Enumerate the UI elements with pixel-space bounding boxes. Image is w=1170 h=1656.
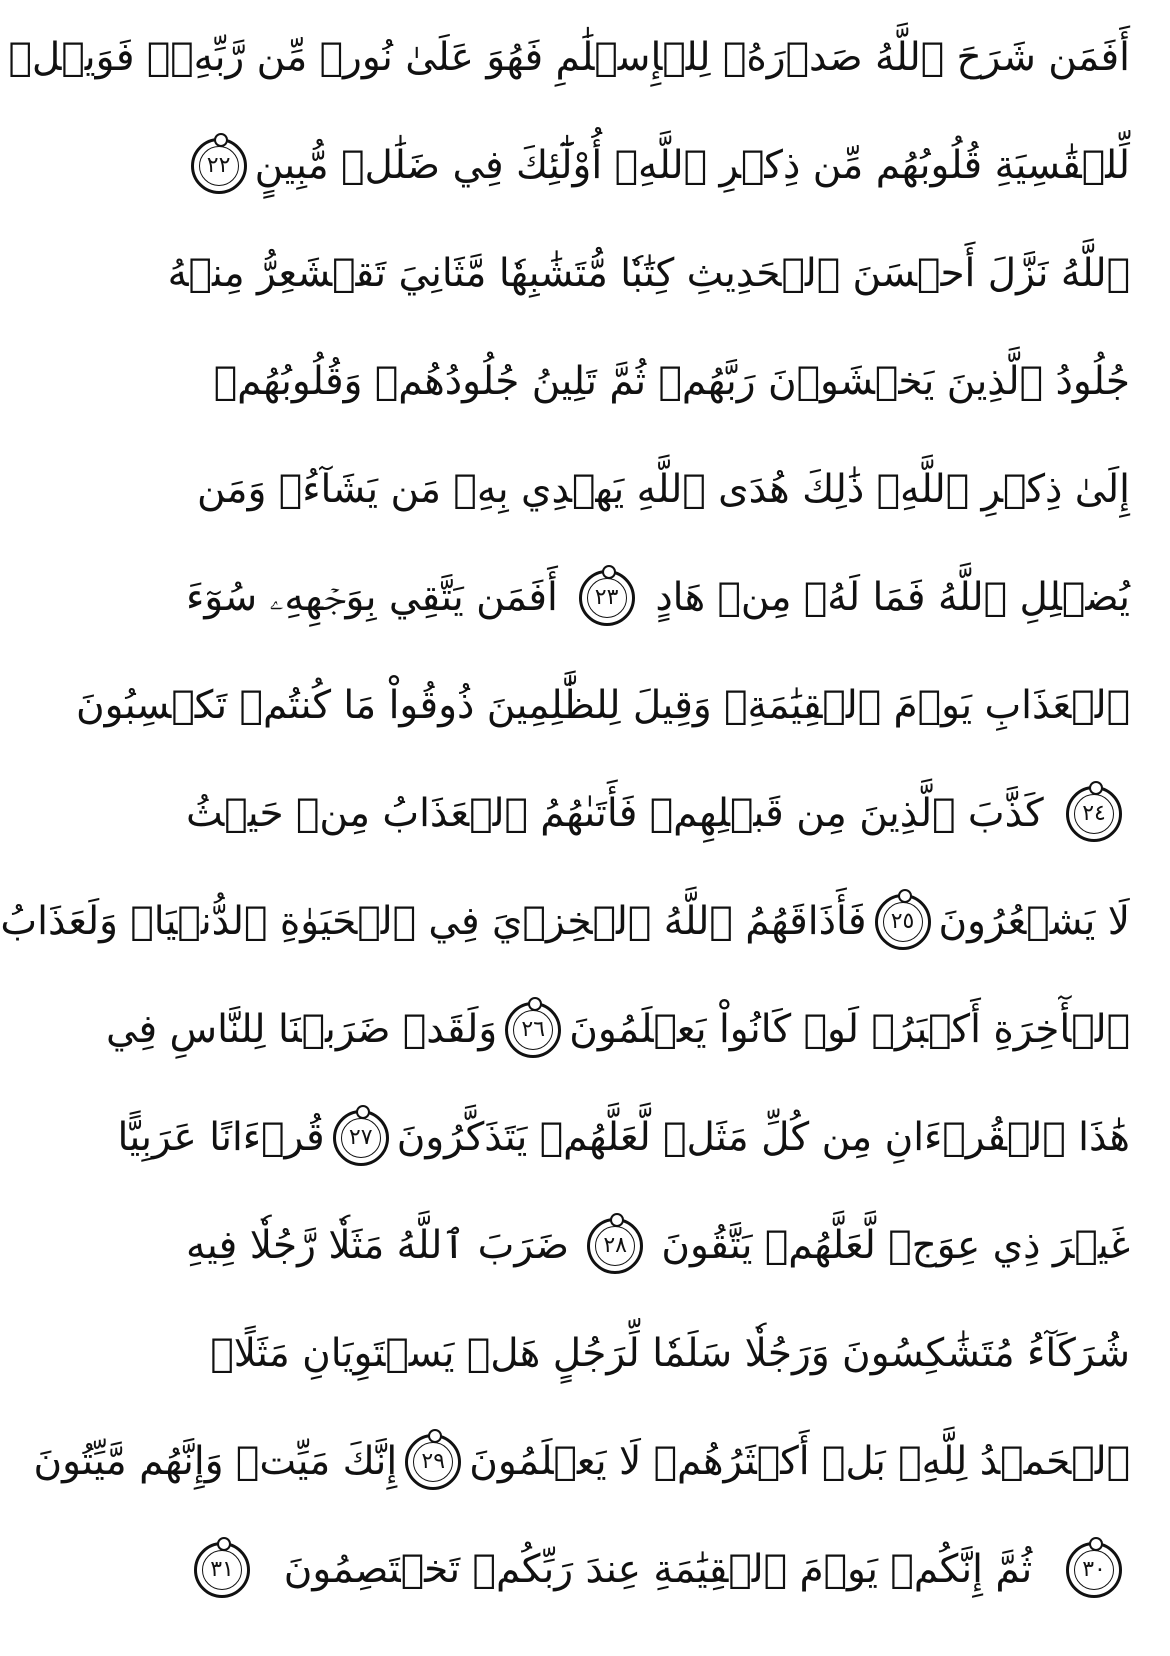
verse-text: كَذَّبَ ٱلَّذِينَ مِن قَبۡلِهِمۡ فَأَتَىٰهُمُ ٱلۡعَذَابُ مِنۡ حَيۡثُ xyxy=(186,791,1044,836)
ayah-number: ٢٣ xyxy=(594,585,619,610)
quran-line-15 xyxy=(186,1528,1130,1612)
verse-text: إِنَّكَ مَيِّتٞ وَإِنَّهُم مَّيِّتُونَ xyxy=(33,1439,398,1484)
quran-line-14 xyxy=(33,1420,1130,1504)
ayah-number-marker xyxy=(505,1002,561,1058)
ayah-number-marker xyxy=(333,1110,389,1166)
verse-text: ٱلۡأٓخِرَةِ أَكۡبَرُۚ لَوۡ كَانُواْ يَعۡلَمُونَ xyxy=(569,1007,1130,1052)
ayah-number-marker xyxy=(194,1542,250,1598)
verse-text: لِّلۡقَٰسِيَةِ قُلُوبُهُم مِّن ذِكۡرِ ٱللَّهِۚ أُوْلَٰٓئِكَ فِي ضَلَٰلٖ مُّبِينٍ xyxy=(254,143,1130,188)
verse-text: ٱللَّهُ نَزَّلَ أَحۡسَنَ ٱلۡحَدِيثِ كِتَٰبٗا مُّتَشَٰبِهٗا مَّثَانِيَ تَقۡشَعِرُّ مِنۡهُ xyxy=(167,251,1130,296)
quran-line-7 xyxy=(76,664,1130,748)
ayah-number: ٢٩ xyxy=(421,1449,446,1474)
verse-text: ثُمَّ إِنَّكُمۡ يَوۡمَ ٱلۡقِيَٰمَةِ عِندَ رَبِّكُمۡ تَخۡتَصِمُونَ xyxy=(283,1547,1033,1592)
quran-line-4 xyxy=(186,340,1130,424)
quran-line-1 xyxy=(8,16,1130,100)
verse-text: قُرۡءَانًا عَرَبِيًّا xyxy=(117,1115,325,1160)
verse-text: غَيۡرَ ذِي عِوَجٖ لَّعَلَّهُمۡ يَتَّقُونَ xyxy=(661,1223,1130,1268)
quran-line-9 xyxy=(0,880,1130,964)
verse-text: هَٰذَا ٱلۡقُرۡءَانِ مِن كُلِّ مَثَلٖ لَّعَلَّهُمۡ يَتَذَكَّرُونَ xyxy=(396,1115,1130,1160)
verse-text: ضَرَبَ ٱللَّهُ مَثَلٗا رَّجُلٗا فِيهِ xyxy=(186,1223,569,1268)
quran-line-11 xyxy=(117,1096,1130,1180)
verse-text: لَا يَشۡعُرُونَ xyxy=(938,899,1130,944)
verse-text: وَلَقَدۡ ضَرَبۡنَا لِلنَّاسِ فِي xyxy=(105,1007,498,1052)
ayah-number: ٢٧ xyxy=(348,1125,373,1150)
ayah-number: ٢٥ xyxy=(890,909,915,934)
ayah-number: ٢٢ xyxy=(206,153,231,178)
ayah-number-marker xyxy=(1066,1542,1122,1598)
ayah-number: ٢٦ xyxy=(521,1017,546,1042)
verse-text: ٱلۡعَذَابِ يَوۡمَ ٱلۡقِيَٰمَةِۚ وَقِيلَ لِلظَّٰلِمِينَ ذُوقُواْ مَا كُنتُمۡ تَكۡسِبُونَ xyxy=(76,683,1130,728)
verse-text: إِلَىٰ ذِكۡرِ ٱللَّهِۚ ذَٰلِكَ هُدَى ٱللَّهِ يَهۡدِي بِهِۦ مَن يَشَآءُۚ وَمَن xyxy=(196,467,1130,512)
verse-text: يُضۡلِلِ ٱللَّهُ فَمَا لَهُۥ مِنۡ هَادٍ xyxy=(655,575,1130,620)
quran-line-10 xyxy=(105,988,1130,1072)
quran-line-8 xyxy=(186,772,1130,856)
quran-line-2 xyxy=(186,124,1130,208)
ayah-number: ٢٨ xyxy=(603,1233,627,1258)
mushaf-page xyxy=(0,16,1130,1640)
quran-line-12 xyxy=(186,1204,1130,1288)
quran-line-6 xyxy=(186,556,1130,640)
verse-text: أَفَمَن يَتَّقِي بِوَجۡهِهِۦ سُوٓءَ xyxy=(186,575,558,620)
ayah-number-marker xyxy=(405,1434,461,1490)
ayah-number: ٣٠ xyxy=(1082,1557,1106,1582)
ayah-number-marker xyxy=(191,138,247,194)
ayah-number-marker xyxy=(1066,786,1122,842)
verse-text: جُلُودُ ٱلَّذِينَ يَخۡشَوۡنَ رَبَّهُمۡ ثُمَّ تَلِينُ جُلُودُهُمۡ وَقُلُوبُهُمۡ xyxy=(213,359,1130,404)
ayah-number-marker xyxy=(875,894,931,950)
quran-line-13 xyxy=(186,1312,1130,1396)
verse-text: فَأَذَاقَهُمُ ٱللَّهُ ٱلۡخِزۡيَ فِي ٱلۡحَيَوٰةِ ٱلدُّنۡيَاۖ وَلَعَذَابُ xyxy=(0,899,867,944)
verse-text: ٱلۡحَمۡدُ لِلَّهِۚ بَلۡ أَكۡثَرُهُمۡ لَا يَعۡلَمُونَ xyxy=(469,1439,1130,1484)
ayah-number-marker xyxy=(587,1218,643,1274)
ayah-number: ٢٤ xyxy=(1082,801,1106,826)
quran-line-5 xyxy=(186,448,1130,532)
quran-line-3 xyxy=(167,232,1130,316)
ayah-number-marker xyxy=(579,570,635,626)
ayah-number: ٣١ xyxy=(210,1557,234,1582)
verse-text: شُرَكَآءُ مُتَشَٰكِسُونَ وَرَجُلٗا سَلَمٗا لِّرَجُلٍ هَلۡ يَسۡتَوِيَانِ مَثَلًاۚ xyxy=(210,1331,1130,1376)
verse-text: أَفَمَن شَرَحَ ٱللَّهُ صَدۡرَهُۥ لِلۡإِسۡلَٰمِ فَهُوَ عَلَىٰ نُورٖ مِّن رَّبِّهِۦۚ فَوَيۡلٞ xyxy=(8,35,1130,80)
